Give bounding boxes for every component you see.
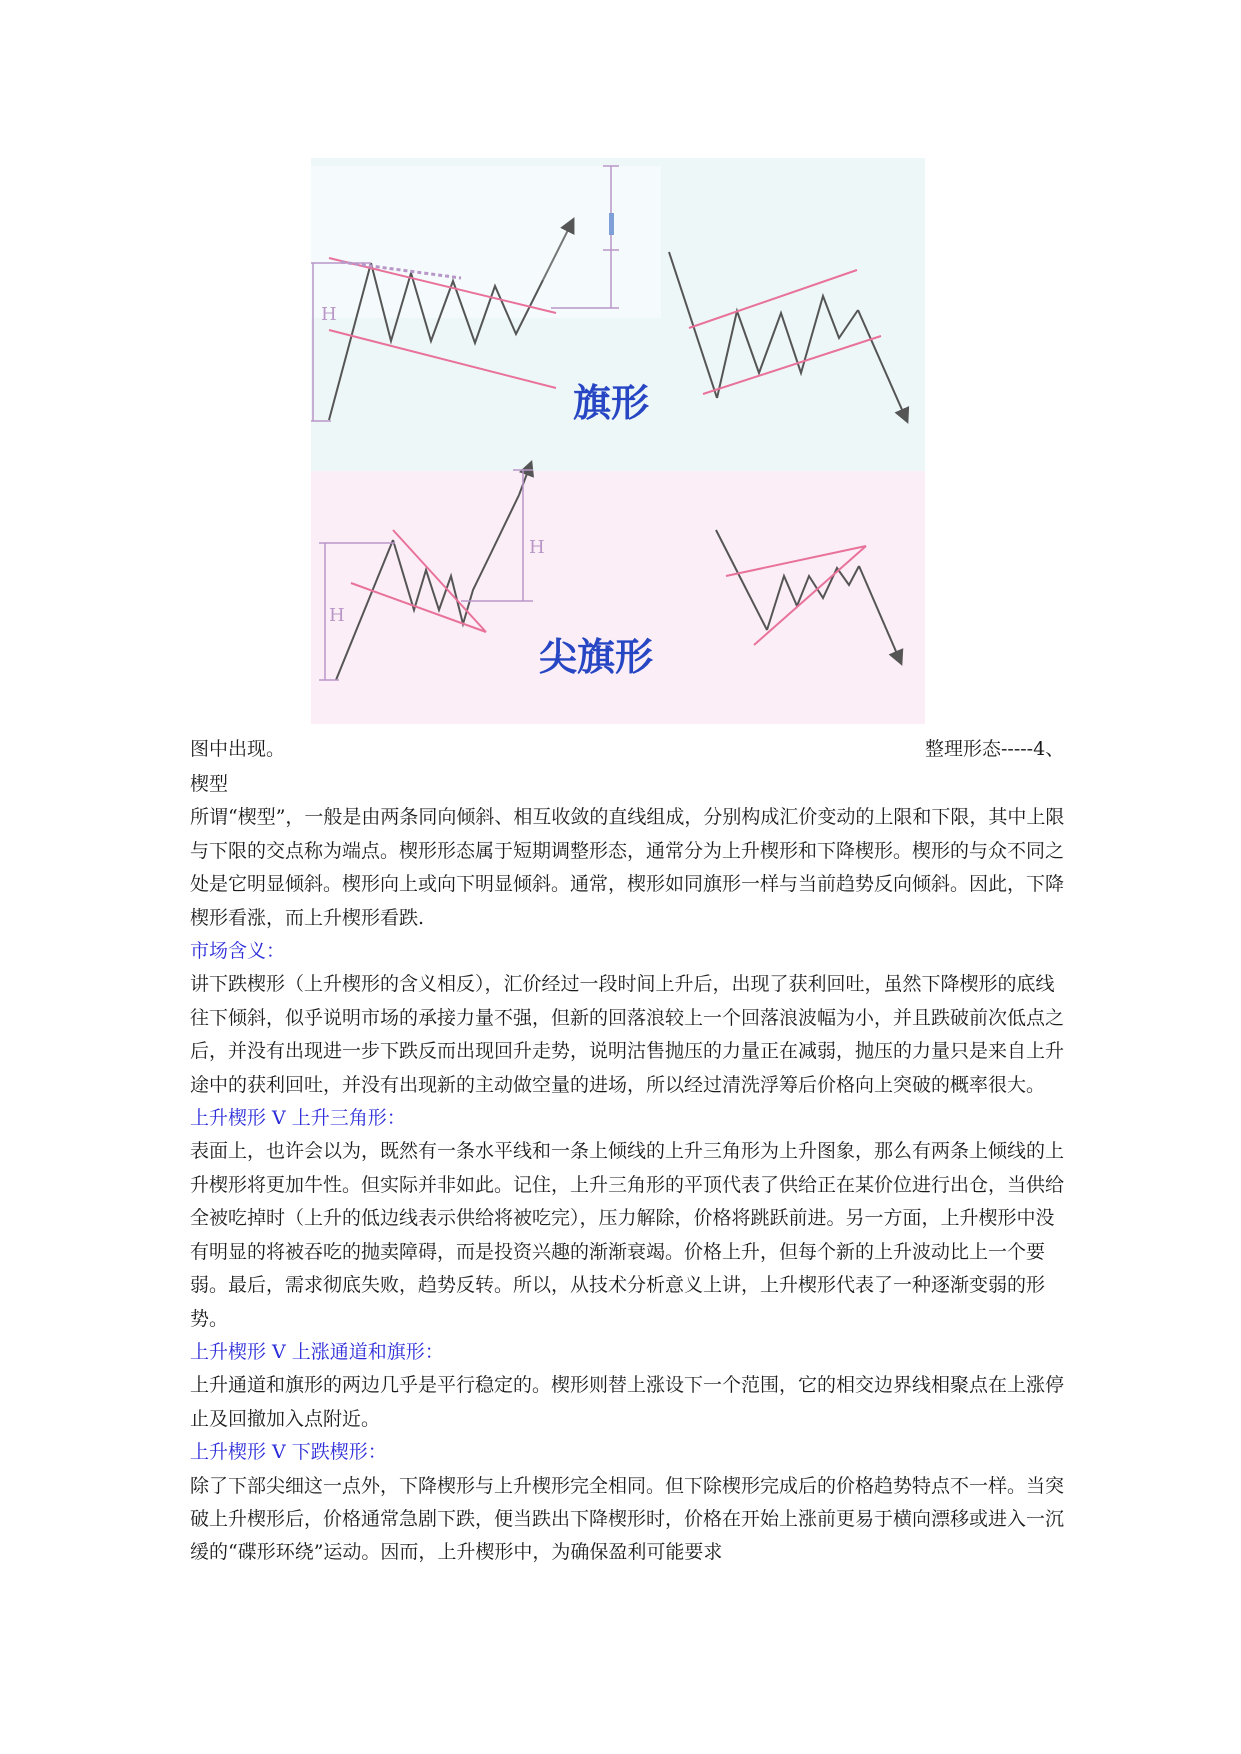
body-paragraph: 表面上，也许会以为，既然有一条水平线和一条上倾线的上升三角形为上升图象，那么有两条上倾线的上升楔形将更加牛性。但实际并非如此。记住，上升三角形的平顶代表了供给正在某价位进行出仓，当供给全被吃掉时（上升的低边线表示供给将被吃完），压力解除，价格将跳跃前进。另一方面，上升楔形中没有明显的将被吞吃的抛卖障碍，而是投资兴趣的渐渐衰竭。价格上升，但每个新的上升波动比上一个要弱。最后，需求彻底失败，趋势反转。所以，从技术分析意义上讲，上升楔形代表了一种逐渐变弱的形势。: [190, 1140, 1065, 1330]
section-heading: 上升楔形 V 上涨通道和旗形：: [190, 1340, 444, 1363]
height-label: H: [529, 537, 545, 558]
flag-title: 旗形: [573, 380, 650, 425]
body-paragraph: 讲下跌楔形（上升楔形的含义相反），汇价经过一段时间上升后，出现了获利回吐，虽然下降楔形的底线往下倾斜，似乎说明市场的承接力量不强，但新的回落浪较上一个回落浪波幅为小，并且跌破前次低点之后，并没有出现进一步下跌反而出现回升走势，说明沽售抛压的力量正在减弱，抛压的力量只是来自上升途中的获利回吐，并没有出现新的主动做空量的进场，所以经过清洗浮筹后价格向上突破的概率很大。: [190, 973, 1065, 1096]
body-paragraph: 楔型: [190, 773, 229, 795]
caption-right: 整理形态-----4、: [925, 738, 1065, 760]
article-body: [190, 768, 1070, 1570]
section-heading: 市场含义：: [190, 940, 286, 963]
section-heading: 上升楔形 V 上升三角形：: [190, 1107, 406, 1130]
body-paragraph: 所谓“楔型”，一般是由两条同向倾斜、相互收敛的直线组成，分别构成汇价变动的上限和下限，其中上限与下限的交点称为端点。楔形形态属于短期调整形态，通常分为上升楔形和下降楔形。楔形的与众不同之处是它明显倾斜。楔形向上或向下明显倾斜。通常，楔形如同旗形一样与当前趋势反向倾斜。因此，下降楔形看涨，而上升楔形看跌.: [190, 806, 1065, 929]
pennant-title: 尖旗形: [539, 634, 654, 679]
caption-left: 图中出现。: [190, 738, 286, 760]
height-label: H: [321, 304, 337, 325]
figure-caption-row: [190, 733, 1090, 765]
height-label: H: [329, 605, 345, 626]
flag-pennant-diagram: [311, 158, 925, 724]
pennant-panel: [311, 471, 925, 724]
body-paragraph: 上升通道和旗形的两边几乎是平行稳定的。楔形则替上涨设下一个范围，它的相交边界线相聚点在上涨停止及回撤加入点附近。: [190, 1374, 1065, 1430]
section-heading: 上升楔形 V 下跌楔形：: [190, 1441, 387, 1464]
pattern-figure: [311, 158, 925, 724]
body-paragraph: 除了下部尖细这一点外，下降楔形与上升楔形完全相同。但下除楔形完成后的价格趋势特点不一样。当突破上升楔形后，价格通常急剧下跌，便当跌出下降楔形时，价格在开始上涨前更易于横向漂移或进入一沉缓的“碟形环绕”运动。因而，上升楔形中，为确保盈利可能要求: [190, 1474, 1065, 1564]
